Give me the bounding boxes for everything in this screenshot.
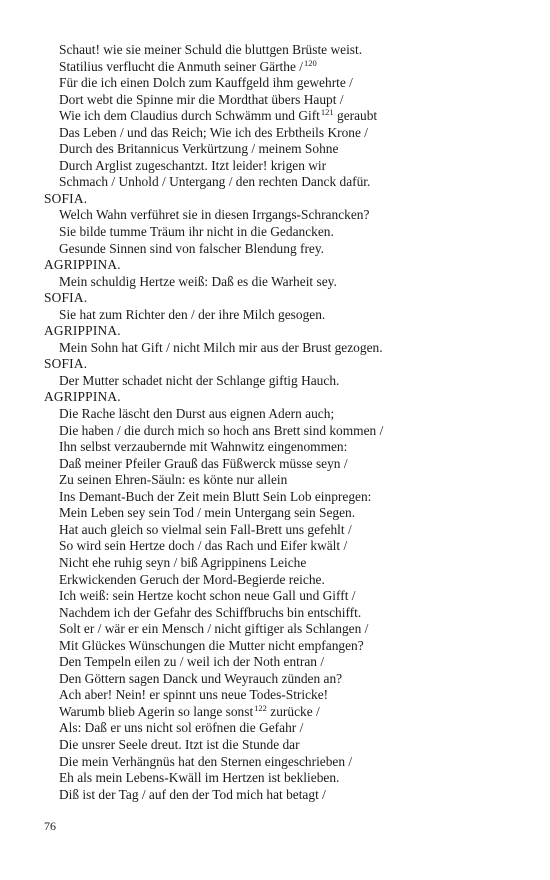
verse-line [44, 340, 524, 357]
line-text: Sie bilde tumme Träum ihr nicht in die Gedancken. [59, 224, 334, 240]
verse-line [44, 92, 524, 109]
verse-line [44, 307, 524, 324]
verse-line [44, 423, 524, 440]
line-text: Gesunde Sinnen sind von falscher Blendung frey. [59, 240, 325, 256]
line-text-continued: zurücke / [266, 703, 320, 719]
line-text: Solt er / wär er ein Mensch / nicht giftiger als Schlangen / [59, 621, 369, 637]
speaker-name [44, 389, 524, 406]
line-text: Ach aber! Nein! er spinnt uns neue Todes-Stricke! [59, 687, 329, 703]
line-text: Die unsrer Seele dreut. Itzt ist die Stunde dar [59, 736, 300, 752]
verse-line [44, 439, 524, 456]
verse-line [44, 75, 524, 92]
verse-line [44, 174, 524, 191]
line-text: Das Leben / und das Reich; Wie ich des Erbtheils Krone / [59, 124, 368, 140]
verse-line [44, 125, 524, 142]
line-text: Die mein Verhängnüs hat den Sternen eingeschrieben / [59, 753, 353, 769]
line-text: Nachdem ich der Gefahr des Schiffbruchs bin entschifft. [59, 604, 362, 620]
line-text: SOFIA. [44, 290, 88, 306]
verse-line [44, 522, 524, 539]
line-text: AGRIPPINA. [44, 323, 121, 339]
line-text: AGRIPPINA. [44, 389, 121, 405]
verse-line [44, 373, 524, 390]
line-text: Hat auch gleich so vielmal sein Fall-Brett uns gefehlt / [59, 521, 352, 537]
line-text: Mein schuldig Hertze weiß: Daß es die Warheit sey. [59, 273, 337, 289]
line-text: Für die ich einen Dolch zum Kauffgeld ihm gewehrte / [59, 75, 353, 91]
verse-line [44, 770, 524, 787]
line-text: Durch des Britannicus Verkürtzung / meinem Sohne [59, 141, 339, 157]
line-text: Warumb blieb Agerin so lange sonst [59, 703, 254, 719]
line-text: Nicht ehe ruhig seyn / biß Agrippinens Leiche [59, 554, 307, 570]
line-text: Schmach / Unhold / Untergang / den rechten Danck dafür. [59, 174, 371, 190]
verse-line [44, 754, 524, 771]
verse-line [44, 671, 524, 688]
speaker-name [44, 257, 524, 274]
line-text: Durch Arglist zugeschantzt. Itzt leider! krigen wir [59, 157, 327, 173]
line-text: Mein Sohn hat Gift / nicht Milch mir aus der Brust gezogen. [59, 339, 383, 355]
verse-line [44, 572, 524, 589]
verse-line [44, 472, 524, 489]
line-text: Diß ist der Tag / auf den der Tod mich hat betagt / [59, 786, 326, 802]
verse-line [44, 555, 524, 572]
line-text: So wird sein Hertze doch / das Rach und Eifer kwält / [59, 538, 348, 554]
line-text: Den Tempeln eilen zu / weil ich der Noth entran / [59, 654, 325, 670]
line-text: Wie ich dem Claudius durch Schwämm und Gift [59, 108, 320, 124]
line-text: Ihn selbst verzaubernde mit Wahnwitz eingenommen: [59, 439, 348, 455]
line-text: Schaut! wie sie meiner Schuld die bluttgen Brüste weist. [59, 42, 363, 57]
line-text: Welch Wahn verführet sie in diesen Irrgangs-Schrancken? [59, 207, 370, 223]
verse-line [44, 538, 524, 555]
line-text: Den Göttern sagen Danck und Weyrauch zünden an? [59, 670, 343, 686]
line-text: Statilius verflucht die Anmuth seiner Gärthe / [59, 58, 303, 74]
verse-line [44, 605, 524, 622]
line-text: Ins Demant-Buch der Zeit mein Blutt Sein Lob einpregen: [59, 488, 372, 504]
verse-line [44, 108, 524, 125]
line-text: Ich weiß: sein Hertze kocht schon neue Gall und Gifft / [59, 588, 356, 604]
speaker-name [44, 191, 524, 208]
line-text: Dort webt die Spinne mir die Mordthat übers Haupt / [59, 91, 344, 107]
verse-line [44, 207, 524, 224]
line-text: Eh als mein Lebens-Kwäll im Hertzen ist beklieben. [59, 770, 340, 786]
verse-line [44, 687, 524, 704]
verse-line [44, 406, 524, 423]
footnote-marker: 121 [320, 107, 334, 118]
speaker-name [44, 356, 524, 373]
line-text: SOFIA. [44, 356, 88, 372]
line-text: Als: Daß er uns nicht sol eröfnen die Gefahr / [59, 720, 304, 736]
verse-line [44, 787, 524, 804]
verse-text-block [44, 42, 524, 803]
footnote-marker: 120 [303, 57, 317, 68]
verse-line [44, 141, 524, 158]
line-text: SOFIA. [44, 190, 88, 206]
verse-line [44, 456, 524, 473]
footnote-marker: 122 [254, 702, 267, 713]
speaker-name [44, 290, 524, 307]
verse-line [44, 588, 524, 605]
verse-line [44, 224, 524, 241]
line-text: Zu seinen Ehren-Säuln: es könte nur allein [59, 472, 288, 488]
line-text-continued: geraubt [333, 108, 378, 124]
verse-line [44, 654, 524, 671]
line-text: AGRIPPINA. [44, 257, 121, 273]
verse-line [44, 42, 524, 59]
verse-line [44, 274, 524, 291]
line-text: Daß meiner Pfeiler Grauß das Füßwerck müsse seyn / [59, 455, 348, 471]
verse-line [44, 158, 524, 175]
verse-line [44, 704, 524, 721]
verse-line [44, 737, 524, 754]
line-text: Mit Glückes Wünschungen die Mutter nicht empfangen? [59, 637, 364, 653]
line-text: Die haben / die durch mich so hoch ans Brett sind kommen / [59, 422, 384, 438]
verse-line [44, 59, 524, 76]
page-number: 76 [44, 819, 56, 833]
verse-line [44, 505, 524, 522]
speaker-name [44, 323, 524, 340]
verse-line [44, 621, 524, 638]
line-text: Mein Leben sey sein Tod / mein Untergang sein Segen. [59, 505, 356, 521]
line-text: Der Mutter schadet nicht der Schlange giftig Hauch. [59, 372, 340, 388]
verse-line [44, 638, 524, 655]
line-text: Die Rache läscht den Durst aus eignen Adern auch; [59, 406, 335, 422]
line-text: Sie hat zum Richter den / der ihre Milch gesogen. [59, 306, 326, 322]
verse-line [44, 241, 524, 258]
verse-line [44, 720, 524, 737]
line-text: Erkwickenden Geruch der Mord-Begierde reiche. [59, 571, 325, 587]
verse-line [44, 489, 524, 506]
